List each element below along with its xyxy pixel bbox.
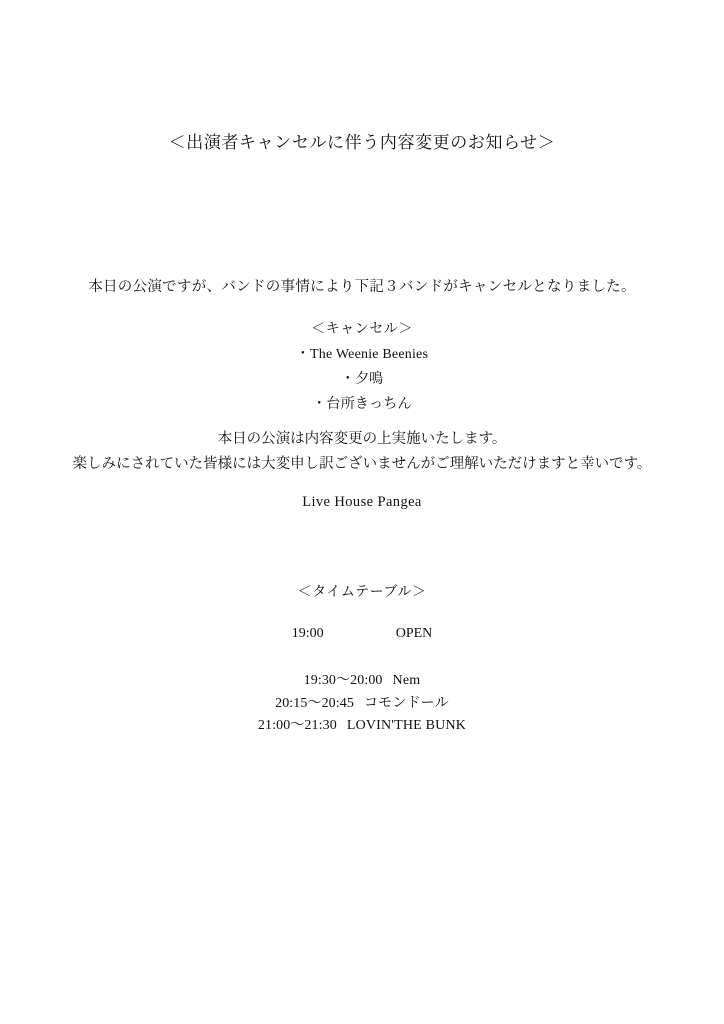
slot-act: LOVIN'THE BUNK — [346, 718, 467, 733]
slot-time: 19:30〜20:00 — [303, 673, 383, 688]
lead-paragraph: 本日の公演ですが、バンドの事情により下記３バンドがキャンセルとなりました。 — [88, 279, 636, 295]
timetable-row — [0, 715, 724, 738]
slot-time: 21:00〜21:30 — [257, 718, 337, 733]
timetable-heading: ＜タイムテーブル＞ — [297, 585, 427, 600]
page-title: ＜出演者キャンセルに伴う内容変更のお知らせ＞ — [168, 133, 556, 152]
cancellation-item: ・夕鳴 — [340, 372, 384, 387]
timetable-rows — [0, 670, 724, 738]
venue-name: Live House Pangea — [302, 494, 422, 510]
timetable-row — [0, 693, 724, 716]
slot-act: コモンドール — [363, 695, 449, 711]
notice-line: 楽しみにされていた皆様には大変申し訳ございませんがご理解いただけますと幸いです。 — [72, 456, 652, 472]
timetable-open-row — [0, 626, 724, 642]
notice-line: 本日の公演は内容変更の上実施いたします。 — [217, 431, 507, 447]
notice-section — [0, 427, 724, 477]
open-time: 19:00 — [291, 626, 324, 641]
cancellation-item: ・The Weenie Beenies — [295, 347, 429, 362]
cancellation-item: ・台所きっちん — [312, 397, 412, 412]
open-label: OPEN — [395, 626, 433, 641]
cancellation-section — [0, 317, 724, 417]
slot-act: Nem — [392, 673, 421, 688]
timetable-row — [0, 670, 724, 693]
slot-time: 20:15〜20:45 — [275, 695, 354, 711]
cancellation-heading: ＜キャンセル＞ — [311, 322, 413, 337]
